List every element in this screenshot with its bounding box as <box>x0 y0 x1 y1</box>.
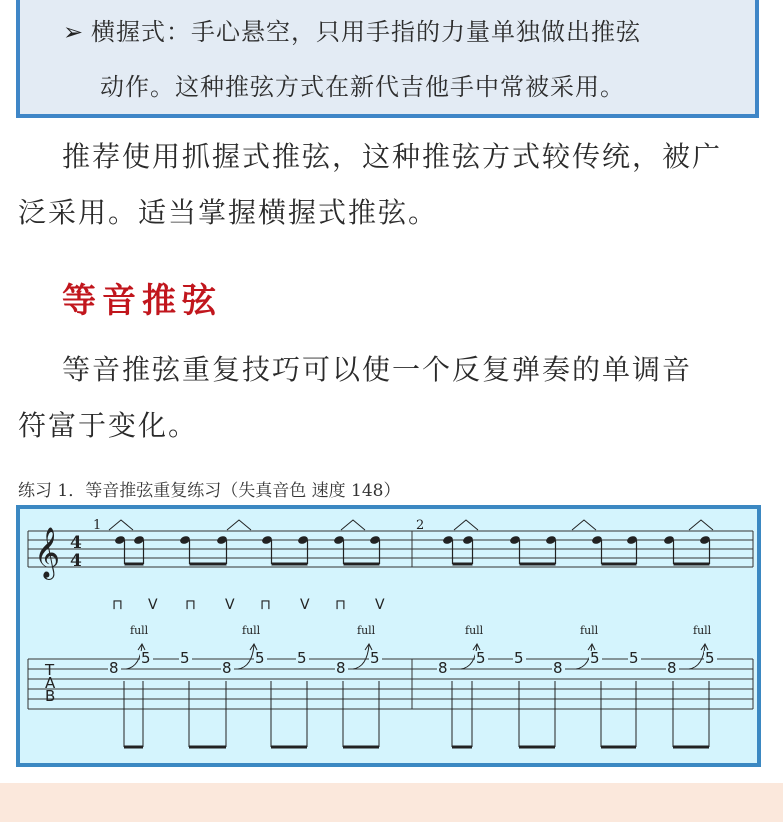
note-box <box>16 0 759 118</box>
score-svg <box>20 509 757 763</box>
downstroke-icon: ⊓ <box>260 597 271 613</box>
bend-arrow <box>461 645 477 669</box>
note-line-2: 动作。这种推弦方式在新代吉他手中常被采用。 <box>100 73 625 101</box>
bend-slur <box>572 520 596 530</box>
paragraph-2-line-2: 符富于变化。 <box>18 409 199 442</box>
bend-arrow <box>126 645 142 669</box>
upstroke-icon: V <box>300 597 310 613</box>
bend-full-label: full <box>130 624 149 637</box>
fret-number: 5 <box>180 649 190 667</box>
bend-slur <box>454 520 478 530</box>
fret-number: 8 <box>336 659 346 677</box>
time-signature-bottom: 4 <box>70 551 82 571</box>
downstroke-icon: ⊓ <box>112 597 123 613</box>
exercise-caption: 练习 1．等音推弦重复练习（失真音色 速度 148） <box>18 481 401 501</box>
time-signature-top: 4 <box>70 533 82 553</box>
bend-full-label: full <box>465 624 484 637</box>
measure-number: 1 <box>93 518 102 533</box>
fret-number: 5 <box>514 649 524 667</box>
bend-full-label: full <box>693 624 712 637</box>
section-heading: 等音推弦 <box>62 281 222 321</box>
paragraph-1-line-1: 推荐使用抓握式推弦，这种推弦方式较传统，被广 <box>62 140 723 173</box>
bend-slur <box>341 520 365 530</box>
upstroke-icon: V <box>148 597 158 613</box>
bend-arrow <box>353 645 369 669</box>
paragraph-2-line-1: 等音推弦重复技巧可以使一个反复弹奏的单调音 <box>62 353 693 386</box>
note-line-1 <box>63 12 641 47</box>
bend-slur <box>109 520 133 530</box>
downstroke-icon: ⊓ <box>335 597 346 613</box>
fret-number: 5 <box>370 649 380 667</box>
bend-full-label: full <box>242 624 261 637</box>
fret-number: 5 <box>629 649 639 667</box>
bend-slur <box>227 520 251 530</box>
downstroke-icon: ⊓ <box>185 597 196 613</box>
fret-number: 5 <box>255 649 265 667</box>
fret-number: 8 <box>109 659 119 677</box>
bullet-arrow-icon: ➢ <box>63 18 85 46</box>
fret-number: 5 <box>297 649 307 667</box>
bend-full-label: full <box>357 624 376 637</box>
fret-number: 5 <box>476 649 486 667</box>
tab-letter: A <box>45 674 56 692</box>
bend-slur <box>689 520 713 530</box>
fret-number: 5 <box>141 649 151 667</box>
fret-number: 8 <box>553 659 563 677</box>
footer-band <box>0 783 783 822</box>
tab-letter: B <box>45 687 56 705</box>
bend-full-label: full <box>580 624 599 637</box>
bend-arrow <box>238 645 254 669</box>
fret-number: 8 <box>222 659 232 677</box>
paragraph-1-line-2: 泛采用。适当掌握横握式推弦。 <box>18 196 439 229</box>
treble-clef-icon: 𝄞 <box>34 527 61 578</box>
note-text-1: 横握式：手心悬空，只用手指的力量单独做出推弦 <box>91 18 641 46</box>
upstroke-icon: V <box>375 597 385 613</box>
fret-number: 5 <box>705 649 715 667</box>
upstroke-icon: V <box>225 597 235 613</box>
tab-letter: T <box>45 661 55 679</box>
measure-number: 2 <box>416 518 425 533</box>
bend-arrow <box>689 645 705 669</box>
fret-number: 8 <box>438 659 448 677</box>
fret-number: 5 <box>590 649 600 667</box>
fret-number: 8 <box>667 659 677 677</box>
music-score <box>16 505 761 767</box>
